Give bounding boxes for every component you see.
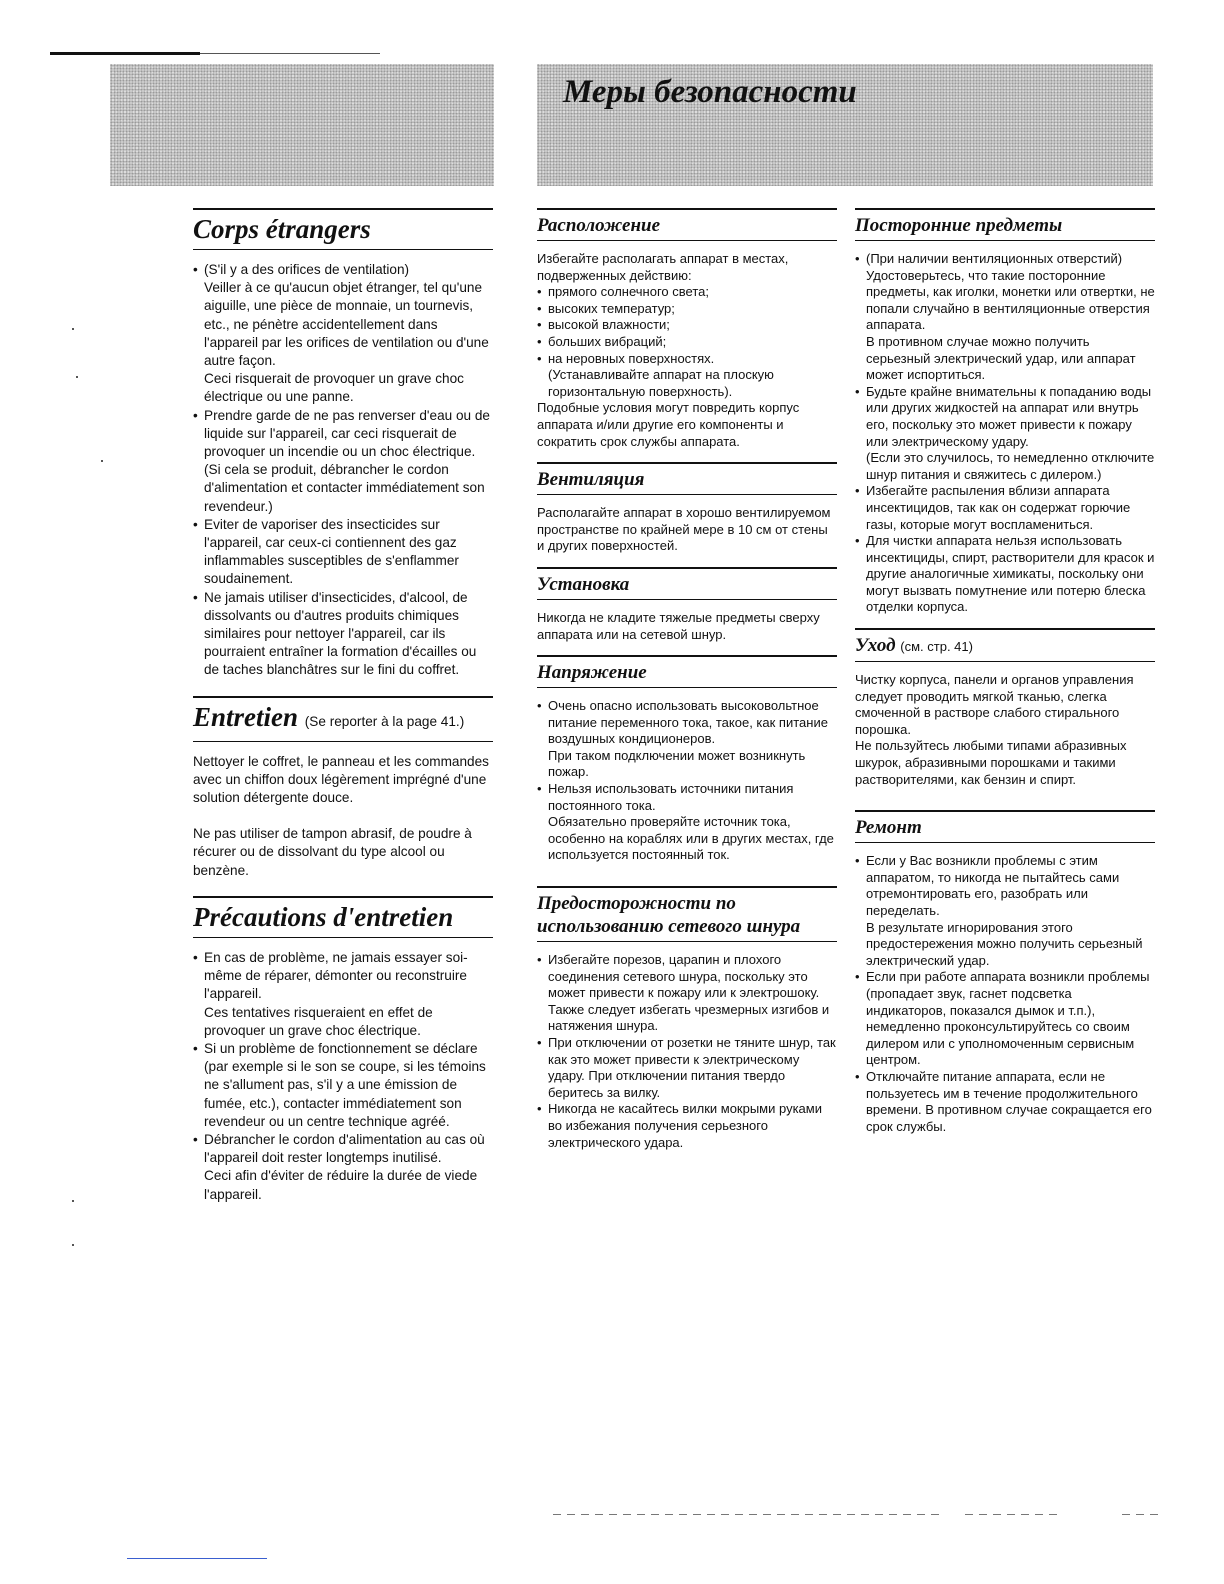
section-title: Вентиляция: [537, 462, 837, 495]
list-item: [193, 261, 493, 407]
item-note: (Устанавливайте аппарат на плоскую горизонтальную поверхность).: [548, 367, 774, 399]
list-item: [855, 384, 1155, 484]
item-text: Удостоверьтесь, что такие посторонние предметы, как иголки, монетки или отвертки, не попали случайно в вентиляционные отверстия аппарата.: [866, 267, 1155, 333]
section-power-cord: [537, 886, 837, 1151]
item-text: Ceci afin d'éviter de réduire la durée de viede l'appareil.: [204, 1168, 478, 1202]
bullet-list: [537, 284, 837, 400]
list-item: [855, 1069, 1155, 1135]
section-title: Установка: [537, 567, 837, 600]
list-item: [855, 533, 1155, 616]
list-item: [193, 1131, 493, 1204]
bullet-list: [855, 251, 1155, 616]
item-text: Также следует избегать чрезмерных изгибов и натяжения шнура.: [548, 1001, 830, 1034]
item-text: • Ne jamais utiliser d'insecticides, d'alcool, de dissolvants ou d'autres produits chimiques similaires pour nettoyer l'appareil, car ils pourraient entraîner la formation d'écailles ou de taches blanchâtres sur le fini du coffret.: [204, 589, 477, 678]
list-item: [193, 516, 493, 589]
section-foreign-objects: [855, 208, 1155, 616]
paragraph: Подобные условия могут повредить корпус аппарата и/или другие его компоненты и сократить срок службы аппарата.: [537, 400, 800, 449]
section-care: [855, 628, 1155, 788]
item-text: • Избегайте распыления вблизи аппарата инсектицидов, так как он содержат горючие газы, которые могут воспламениться.: [866, 483, 1131, 532]
bullet-list: [855, 853, 1155, 1135]
item-text: • Никогда не касайтесь вилки мокрыми руками во избежания получения серьезного электрического удара.: [548, 1101, 822, 1150]
item-text: Ceci risquerait de provoquer un grave choc électrique ou une panne.: [204, 371, 464, 405]
item-text: Обязательно проверяйте источник тока, особенно на кораблях или в других местах, где используется постоянный ток.: [548, 814, 834, 863]
paragraph: Не пользуйтесь любыми типами абразивных шкурок, абразивными порошками и такими растворителями, как бензин и спирт.: [855, 738, 1127, 787]
section-precautions: [193, 896, 493, 1204]
section-title: Ремонт: [855, 810, 1155, 843]
right-banner: [537, 64, 1153, 186]
page-reference: (Se reporter à la page 41.): [304, 713, 465, 729]
list-item: • прямого солнечного света;: [537, 284, 837, 301]
item-text: • Отключайте питание аппарата, если не пользуетесь им в течение продолжительного времени. В противном случае сокращается его срок службы.: [866, 1068, 1152, 1134]
list-item: [855, 483, 1155, 533]
french-column: [193, 208, 493, 1204]
item-text: В противном случае можно получить серьезный электрический удар, или аппарат может испортиться.: [866, 333, 1136, 383]
item-text: • Если у Вас возникли проблемы с этим аппаратом, то никогда не пытайтесь сами отремонтировать его, разобрать или переделать.: [866, 853, 1120, 918]
paragraph: Располагайте аппарат в хорошо вентилируемом пространстве по крайней мере в 10 см от стены и других поверхностей.: [537, 505, 831, 554]
item-text: • (S'il y a des orifices de ventilation): [204, 262, 410, 277]
item-text: • Для чистки аппарата нельзя использовать инсектициды, спирт, растворители для красок и другие аналогичные химикаты, поскольку они могут вызвать помутнение или потерю блеска отделки корпуса.: [866, 533, 1155, 615]
section-title: Напряжение: [537, 655, 837, 688]
list-item: [193, 949, 493, 1040]
paragraph: Чистку корпуса, панели и органов управления следует проводить мягкой тканью, слегка смоченной в растворе слабого стирального порошка.: [855, 672, 1134, 737]
item-text: • Débrancher le cordon d'alimentation au cas où l'appareil doit rester longtemps inutilisé.: [204, 1131, 485, 1166]
section-placement: [537, 208, 837, 450]
section-title: [193, 696, 493, 742]
list-item: [193, 1040, 493, 1131]
section-title: Corps étrangers: [193, 208, 493, 250]
list-item: [193, 407, 493, 516]
scan-speck: [72, 328, 74, 330]
list-item: [537, 1035, 837, 1101]
list-item: [855, 969, 1155, 1069]
section-repair: [855, 810, 1155, 1135]
bottom-rule: [127, 1558, 267, 1559]
russian-column-2: [855, 208, 1155, 1135]
item-text: • Будьте крайне внимательны к попаданию воды или других жидкостей на аппарат или внутрь его, поскольку это может привести к пожару или электрическому удару.: [866, 383, 1152, 449]
list-item: • высокой влажности;: [537, 317, 837, 334]
item-text: • Нельзя использовать источники питания постоянного тока.: [548, 781, 794, 813]
section-title: Расположение: [537, 208, 837, 241]
item-text: • Очень опасно использовать высоковольтное питание переменного тока, такое, как питание воздушных кондиционеров.: [548, 698, 828, 747]
list-item: [537, 781, 837, 864]
list-item: [855, 251, 1155, 384]
item-text: Ces tentatives risqueraient en effet de provoquer un grave choc électrique.: [204, 1004, 433, 1038]
scan-dashes: [965, 1514, 1060, 1515]
section-voltage: [537, 655, 837, 864]
russian-column-1: [537, 208, 837, 1151]
top-rule-thin: [200, 53, 380, 54]
scan-speck: [76, 376, 78, 378]
scan-dashes: [1122, 1514, 1162, 1515]
bullet-list: [193, 949, 493, 1204]
item-text: • При отключении от розетки не тяните шнур, так как это может привести к электрическому удару. При отключении питания твердо беритесь за вилку.: [548, 1035, 836, 1100]
list-item: [193, 589, 493, 680]
item-text: • Si un problème de fonctionnement se déclare (par exemple si le son se coupe, si les témoins ne s'allument pas, s'il y a une émission de fumée, etc.), contacter immédiatement son revendeur ou un centre technique agréé.: [204, 1040, 486, 1129]
section-installation: [537, 567, 837, 643]
item-text: • на неровных поверхностях.: [548, 350, 715, 366]
item-text: • En cas de problème, ne jamais essayer soi-même de réparer, démonter ou reconstruire l'appareil.: [204, 949, 468, 1002]
item-text: • Eviter de vaporiser des insecticides sur l'appareil, car ceux-ci contiennent des gaz inflammables susceptibles de s'enflammer soudainement.: [204, 516, 459, 587]
section-title: [855, 628, 1155, 662]
list-item: [537, 952, 837, 1035]
paragraph: Никогда не кладите тяжелые предметы сверху аппарата или на сетевой шнур.: [537, 609, 820, 642]
scan-speck: [72, 1244, 74, 1246]
list-item: [537, 1101, 837, 1151]
paragraph: Избегайте располагать аппарат в местах, подверженных действию:: [537, 251, 789, 283]
left-banner: [110, 64, 494, 186]
section-title: Посторонние предметы: [855, 208, 1155, 241]
page-reference: (см. стр. 41): [900, 639, 973, 655]
list-item: [537, 351, 837, 401]
section-title: Предосторожности по использованию сетевого шнура: [537, 886, 837, 942]
scan-speck: [72, 1200, 74, 1202]
section-title-text: Уход: [855, 635, 896, 657]
section-corps-etrangers: [193, 208, 493, 680]
item-text: • Prendre garde de ne pas renverser d'eau ou de liquide sur l'appareil, car ceci risquerait de provoquer un incendie ou un choc électrique. (Si cela se produit, débrancher le cordon d'alimentation et contacter immédiatement son revendeur.): [204, 407, 490, 514]
list-item: [855, 853, 1155, 969]
bullet-list: [193, 261, 493, 680]
top-rule: [50, 52, 200, 55]
item-text: (Если это случилось, то немедленно отключите шнур питания и свяжитесь с дилером.): [866, 450, 1155, 482]
item-text: В результате игнорирования этого предостережения можно получить серьезный электрический удар.: [866, 919, 1143, 968]
bullet-list: [537, 698, 837, 864]
paragraph: Nettoyer le coffret, le panneau et les commandes avec un chiffon doux légèrement imprégné d'une solution détergente douce.: [193, 753, 489, 806]
section-ventilation: [537, 462, 837, 555]
section-entretien: [193, 696, 493, 880]
paragraph: Ne pas utiliser de tampon abrasif, de poudre à récurer ou de dissolvant du type alcool ou benzène.: [193, 826, 472, 878]
section-title: Précautions d'entretien: [193, 896, 493, 938]
list-item: • больших вибраций;: [537, 334, 837, 351]
banner-title: Меры безопасности: [563, 74, 857, 110]
list-item: [537, 698, 837, 781]
item-text: Veiller à ce qu'aucun objet étranger, tel qu'une aiguille, une pièce de monnaie, un tournevis, etc., ne pénètre accidentellement dans l'appareil par les orifices de ventilation ou d'une autre façon.: [204, 280, 489, 369]
scan-dashes: [553, 1514, 943, 1515]
item-text: • Если при работе аппарата возникли проблемы (пропадает звук, гаснет подсветка индикаторов, показался дымок и т.п.), немедленно проконсультируйтесь со своим дилером или с уполномоченным сервисным центром.: [866, 969, 1150, 1068]
item-text: При таком подключении может возникнуть пожар.: [548, 747, 806, 780]
list-item: • высоких температур;: [537, 301, 837, 318]
bullet-list: [537, 952, 837, 1151]
section-title-text: Entretien: [193, 701, 299, 732]
item-text: • Избегайте порезов, царапин и плохого соединения сетевого шнура, поскольку это может привести к пожару или к электрошоку.: [548, 952, 820, 1001]
item-text: • (При наличии вентиляционных отверстий): [866, 251, 1123, 266]
scan-speck: [101, 460, 103, 462]
